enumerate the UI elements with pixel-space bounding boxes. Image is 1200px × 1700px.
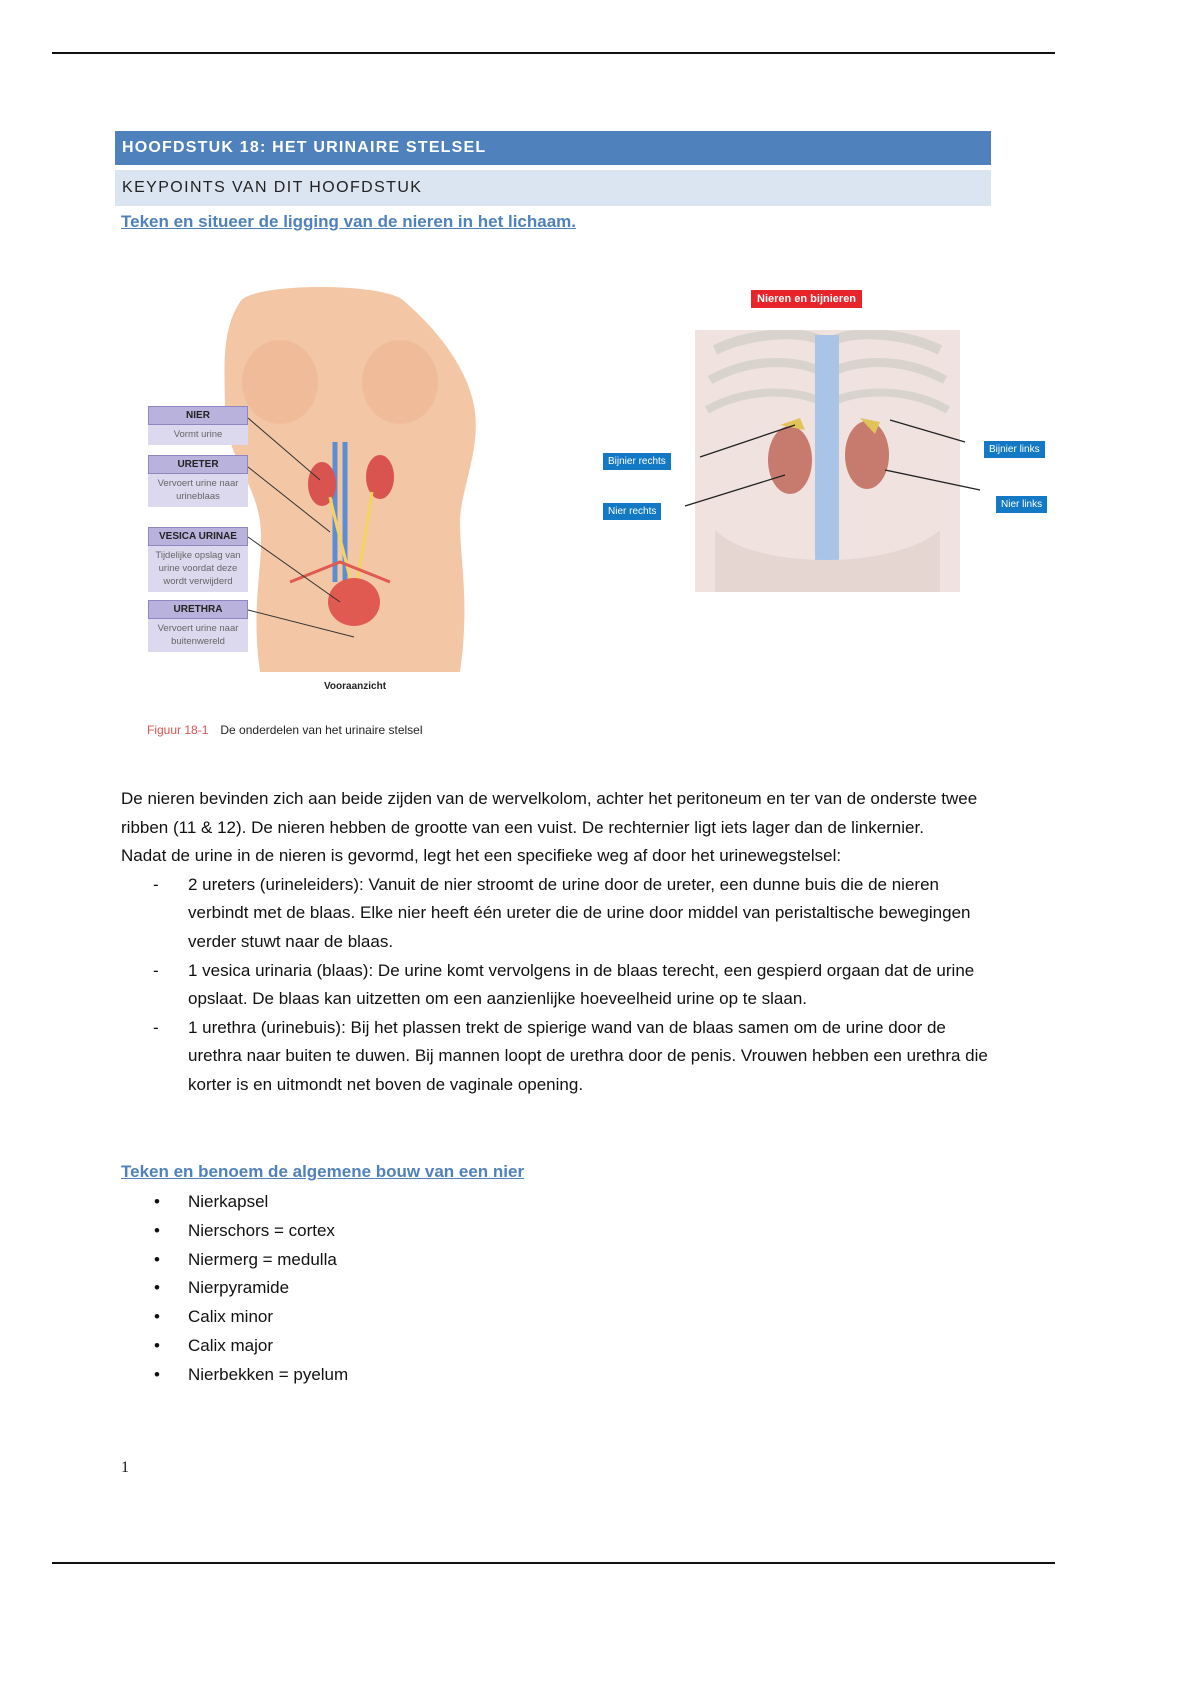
question-heading-2: Teken en benoem de algemene bouw van een nier	[121, 1162, 525, 1181]
tag-bijnier-links: Bijnier links	[984, 441, 1045, 458]
question-heading-1: Teken en situeer de ligging van de nieren in het lichaam.	[121, 212, 577, 231]
tag-nier-links: Nier links	[996, 496, 1047, 513]
dash-list	[121, 871, 991, 1100]
list-item: • Nierbekken = pyelum	[154, 1364, 349, 1384]
section-subheading: KEYPOINTS VAN DIT HOOFDSTUK	[115, 170, 991, 206]
label-vesica-urinae: VESICA URINAE Tijdelijke opslag van urine voordat deze wordt verwijderd	[148, 527, 248, 592]
view-label: Vooraanzicht	[324, 681, 387, 692]
list-item: • Niermerg = medulla	[154, 1249, 337, 1269]
body-text	[121, 785, 991, 1100]
list-item: - 1 vesica urinaria (blaas): De urine komt vervolgens in de blaas terecht, een gespierd orgaan dat de urine opslaat. De blaas kan uitzetten om een aanzienlijke hoeveelheid urine op te slaan.	[153, 960, 975, 1009]
figure-caption: Figuur 18-1 De onderdelen van het urinaire stelsel	[147, 723, 423, 737]
paragraph-kidney-location: De nieren bevinden zich aan beide zijden van de wervelkolom, achter het peritoneum en ter van de onderste twee ribben (11 & 12). De nieren hebben de grootte van een vuist. De rechternier ligt iets lager dan de linkernier.	[121, 789, 978, 837]
label-nier: NIER Vormt urine	[148, 406, 248, 445]
list-item: • Nierkapsel	[154, 1192, 269, 1211]
figure2-title: Nieren en bijnieren	[751, 290, 862, 308]
page-number: 1	[121, 1459, 129, 1476]
list-item: • Nierschors = cortex	[154, 1220, 335, 1240]
list-item: - 2 ureters (urineleiders): Vanuit de nier stroomt de urine door de ureter, een dunne buis die de nieren verbindt met de blaas. Elke nier heeft één ureter die de urine door middel van peristaltische bewegingen verder stuwt naar de blaas.	[153, 874, 971, 951]
footer-rule	[52, 1562, 1055, 1564]
list-item: • Calix minor	[154, 1307, 274, 1327]
tag-bijnier-rechts: Bijnier rechts	[603, 453, 671, 470]
chapter-heading: HOOFDSTUK 18: HET URINAIRE STELSEL	[115, 131, 991, 165]
paragraph-urine-route: Nadat de urine in de nieren is gevormd, legt het een specifieke weg af door het urinewegstelsel:	[121, 846, 842, 866]
list-item: • Nierpyramide	[154, 1278, 290, 1298]
label-ureter: URETER Vervoert urine naar urineblaas	[148, 455, 248, 507]
label-urethra: URETHRA Vervoert urine naar buitenwereld	[148, 600, 248, 652]
kidney-structure-list	[121, 1188, 348, 1390]
tag-nier-rechts: Nier rechts	[603, 503, 661, 520]
header-rule	[52, 52, 1055, 54]
list-item: • Calix major	[154, 1335, 274, 1355]
list-item: - 1 urethra (urinebuis): Bij het plassen trekt de spierige wand van de blaas samen om de urine door de urethra naar buiten te duwen. Bij mannen loopt de urethra door de penis. Vrouwen hebben een urethra die korter is en uitmondt net boven de vaginale opening.	[153, 1017, 988, 1094]
